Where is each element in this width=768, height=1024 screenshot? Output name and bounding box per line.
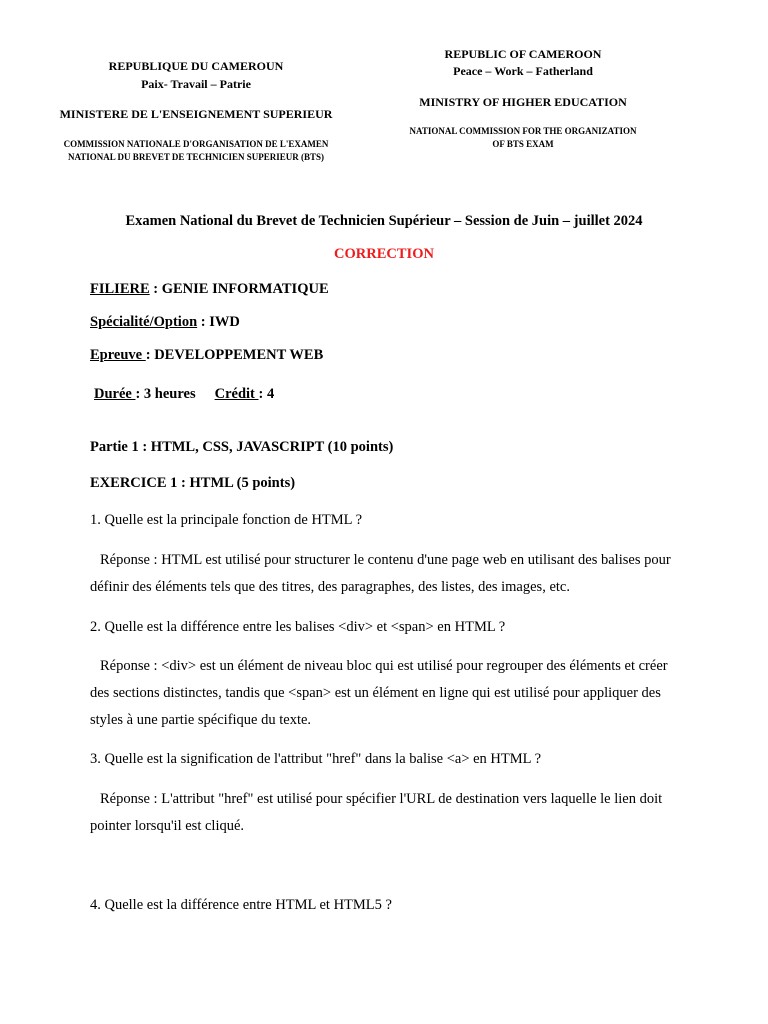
header-right-ministry: MINISTRY OF HIGHER EDUCATION: [419, 95, 627, 109]
question-4: 4. Quelle est la différence entre HTML et HTML5 ?: [90, 897, 392, 913]
correction-label: CORRECTION: [334, 246, 434, 262]
epreuve-line: [90, 347, 323, 364]
header-left-commission-line1: COMMISSION NATIONALE D'ORGANISATION DE L'EXAMEN: [63, 139, 329, 149]
header-right-commission-line1: NATIONAL COMMISSION FOR THE ORGANIZATION: [409, 126, 637, 136]
answer-2: Réponse : <div> est un élément de niveau bloc qui est utilisé pour regrouper des éléments et créer des sections distinctes, tandis que <span> est un élément en ligne qui est utilisé pour appliquer des styles à une partie spécifique du texte.: [90, 658, 668, 728]
duree-credit-line: [94, 386, 274, 403]
credit-value: : 4: [258, 386, 275, 402]
header-left-commission-line2: NATIONAL DU BREVET DE TECHNICIEN SUPERIEUR (BTS): [67, 152, 325, 162]
header-right-commission-line2: OF BTS EXAM: [492, 139, 554, 149]
credit-label: Crédit: [214, 386, 259, 402]
specialite-line: [90, 314, 240, 331]
header-right-country: REPUBLIC OF CAMEROON: [444, 47, 602, 61]
header-left-ministry: MINISTERE DE L'ENSEIGNEMENT SUPERIEUR: [59, 107, 333, 121]
filiere-line: [90, 281, 329, 298]
header-left-motto: Paix- Travail – Patrie: [141, 77, 251, 91]
filiere-value: : GENIE INFORMATIQUE: [149, 281, 329, 297]
answer-1: Réponse : HTML est utilisé pour structurer le contenu d'une page web en utilisant des balises pour définir des éléments tels que des titres, des paragraphes, des listes, des images, etc.: [90, 552, 671, 595]
question-1: 1. Quelle est la principale fonction de HTML ?: [90, 512, 363, 528]
answer-3: Réponse : L'attribut "href" est utilisé pour spécifier l'URL de destination vers laquelle le lien doit pointer lorsqu'il est cliqué.: [90, 791, 663, 834]
question-2: 2. Quelle est la différence entre les balises <div> et <span> en HTML ?: [90, 619, 506, 635]
header-right-motto: Peace – Work – Fatherland: [453, 64, 593, 78]
exam-title: Examen National du Brevet de Technicien Supérieur – Session de Juin – juillet 2024: [125, 213, 643, 229]
epreuve-label: Epreuve: [90, 347, 146, 363]
epreuve-value: : DEVELOPPEMENT WEB: [145, 347, 324, 363]
exercise1-title: EXERCICE 1 : HTML (5 points): [90, 475, 296, 491]
filiere-label: FILIERE: [90, 281, 150, 297]
header-left-country: REPUBLIQUE DU CAMEROUN: [108, 59, 284, 73]
specialite-label: Spécialité/Option: [90, 314, 198, 330]
specialite-value: : IWD: [197, 314, 240, 330]
part1-title: Partie 1 : HTML, CSS, JAVASCRIPT (10 points): [90, 439, 394, 455]
duree-value: : 3 heures: [135, 386, 196, 402]
duree-label: Durée: [94, 386, 136, 402]
question-3: 3. Quelle est la signification de l'attribut "href" dans la balise <a> en HTML ?: [90, 751, 542, 767]
